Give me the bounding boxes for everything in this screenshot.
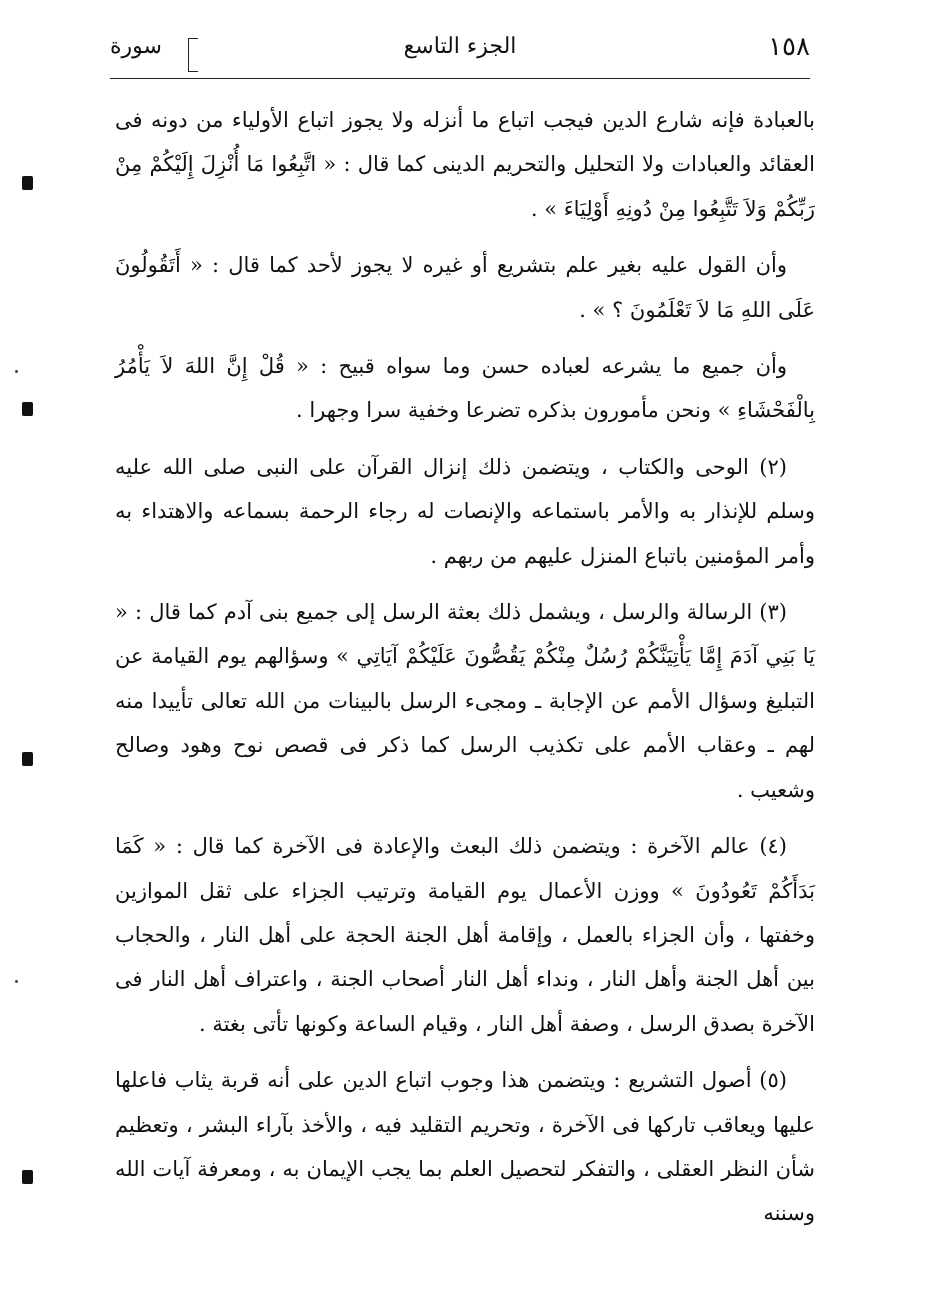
surah-label: سورة (110, 34, 162, 59)
page-number: ١٥٨ (768, 32, 810, 62)
bracket-mark (188, 38, 198, 72)
margin-mark (22, 1170, 33, 1184)
margin-mark (22, 402, 33, 416)
paragraph-3-messengers: (٣) الرسالة والرسل ، ويشمل ذلك بعثة الرسل إلى جميع بنى آدم كما قال : « يَا بَنِي آدَمَ إِمَّا يَأْتِيَنَّكُمْ رُسُلٌ مِنْكُمْ يَقُصُّونَ عَلَيْكُمْ آيَاتِي » وسؤالهم يوم القيامة عن التبليغ وسؤال الأمم عن الإجابة ـ ومجىء الرسل بالبينات من الله تعالى تأييدا منه لهم ـ وعقاب الأمم على تكذيب الرسل كما ذكر فى قصص نوح وهود وصالح وشعيب . (115, 600, 815, 802)
paragraph-intro-continuation: بالعبادة فإنه شارع الدين فيجب اتباع ما أنزله ولا يجوز اتباع الأولياء من دونه فى العقائد والعبادات ولا التحليل والتحريم الدينى كما قال : « اتَّبِعُوا مَا أُنْزِلَ إِلَيْكُمْ مِنْ رَبِّكُمْ وَلاَ تَتَّبِعُوا مِنْ دُونِهِ أَوْلِيَاءَ » . (115, 108, 815, 221)
margin-mark (22, 752, 33, 766)
running-header (110, 30, 810, 79)
paragraph-5-legislation-principles: (٥) أصول التشريع : ويتضمن هذا وجوب اتباع الدين على أنه قربة يثاب فاعلها عليها ويعاقب تاركها فى الآخرة ، وتحريم التقليد فيه ، والأخذ بآراء البشر ، وتعظيم شأن النظر العقلى ، والتفكر لتحصيل العلم بما يجب الإيمان به ، ومعرفة آيات الله وسننه (115, 1068, 815, 1226)
margin-mark (22, 176, 33, 190)
paragraph-4-hereafter: (٤) عالم الآخرة : ويتضمن ذلك البعث والإعادة فى الآخرة كما قال : « كَمَا بَدَأَكُمْ تَعُودُونَ » ووزن الأعمال يوم القيامة وترتيب الجزاء على ثقل الموازين وخفتها ، وأن الجزاء بالعمل ، وإقامة أهل الجنة الحجة على أهل النار ، والحجاب بين أهل الجنة وأهل النار ، ونداء أهل النار أصحاب الجنة ، واعتراف أهل النار فى الآخرة بصدق الرسل ، وصفة أهل النار ، وقيام الساعة وكونها تأتى بغتة . (115, 834, 815, 1036)
body-text (115, 98, 815, 1236)
scan-speck (15, 980, 18, 983)
paragraph-2-revelation: (٢) الوحى والكتاب ، ويتضمن ذلك إنزال القرآن على النبى صلى الله عليه وسلم للإنذار به والأمر باستماعه والإنصات له رجاء الرحمة بسماعه والاهتداء به وأمر المؤمنين باتباع المنزل عليهم من ربهم . (115, 454, 815, 568)
part-title: الجزء التاسع (403, 34, 517, 59)
scan-speck (15, 370, 18, 373)
paragraph-legislation-good: وأن جميع ما يشرعه لعباده حسن وما سواه قبيح : « قُلْ إِنَّ اللهَ لاَ يَأْمُرُ بِالْفَحْشَاءِ » ونحن مأمورون بذكره تضرعا وخفية سرا وجهرا . (115, 354, 815, 423)
paragraph-speaking-without-knowledge: وأن القول عليه بغير علم بتشريع أو غيره لا يجوز لأحد كما قال : « أَتَقُولُونَ عَلَى اللهِ مَا لاَ تَعْلَمُونَ ؟ » . (115, 253, 815, 322)
